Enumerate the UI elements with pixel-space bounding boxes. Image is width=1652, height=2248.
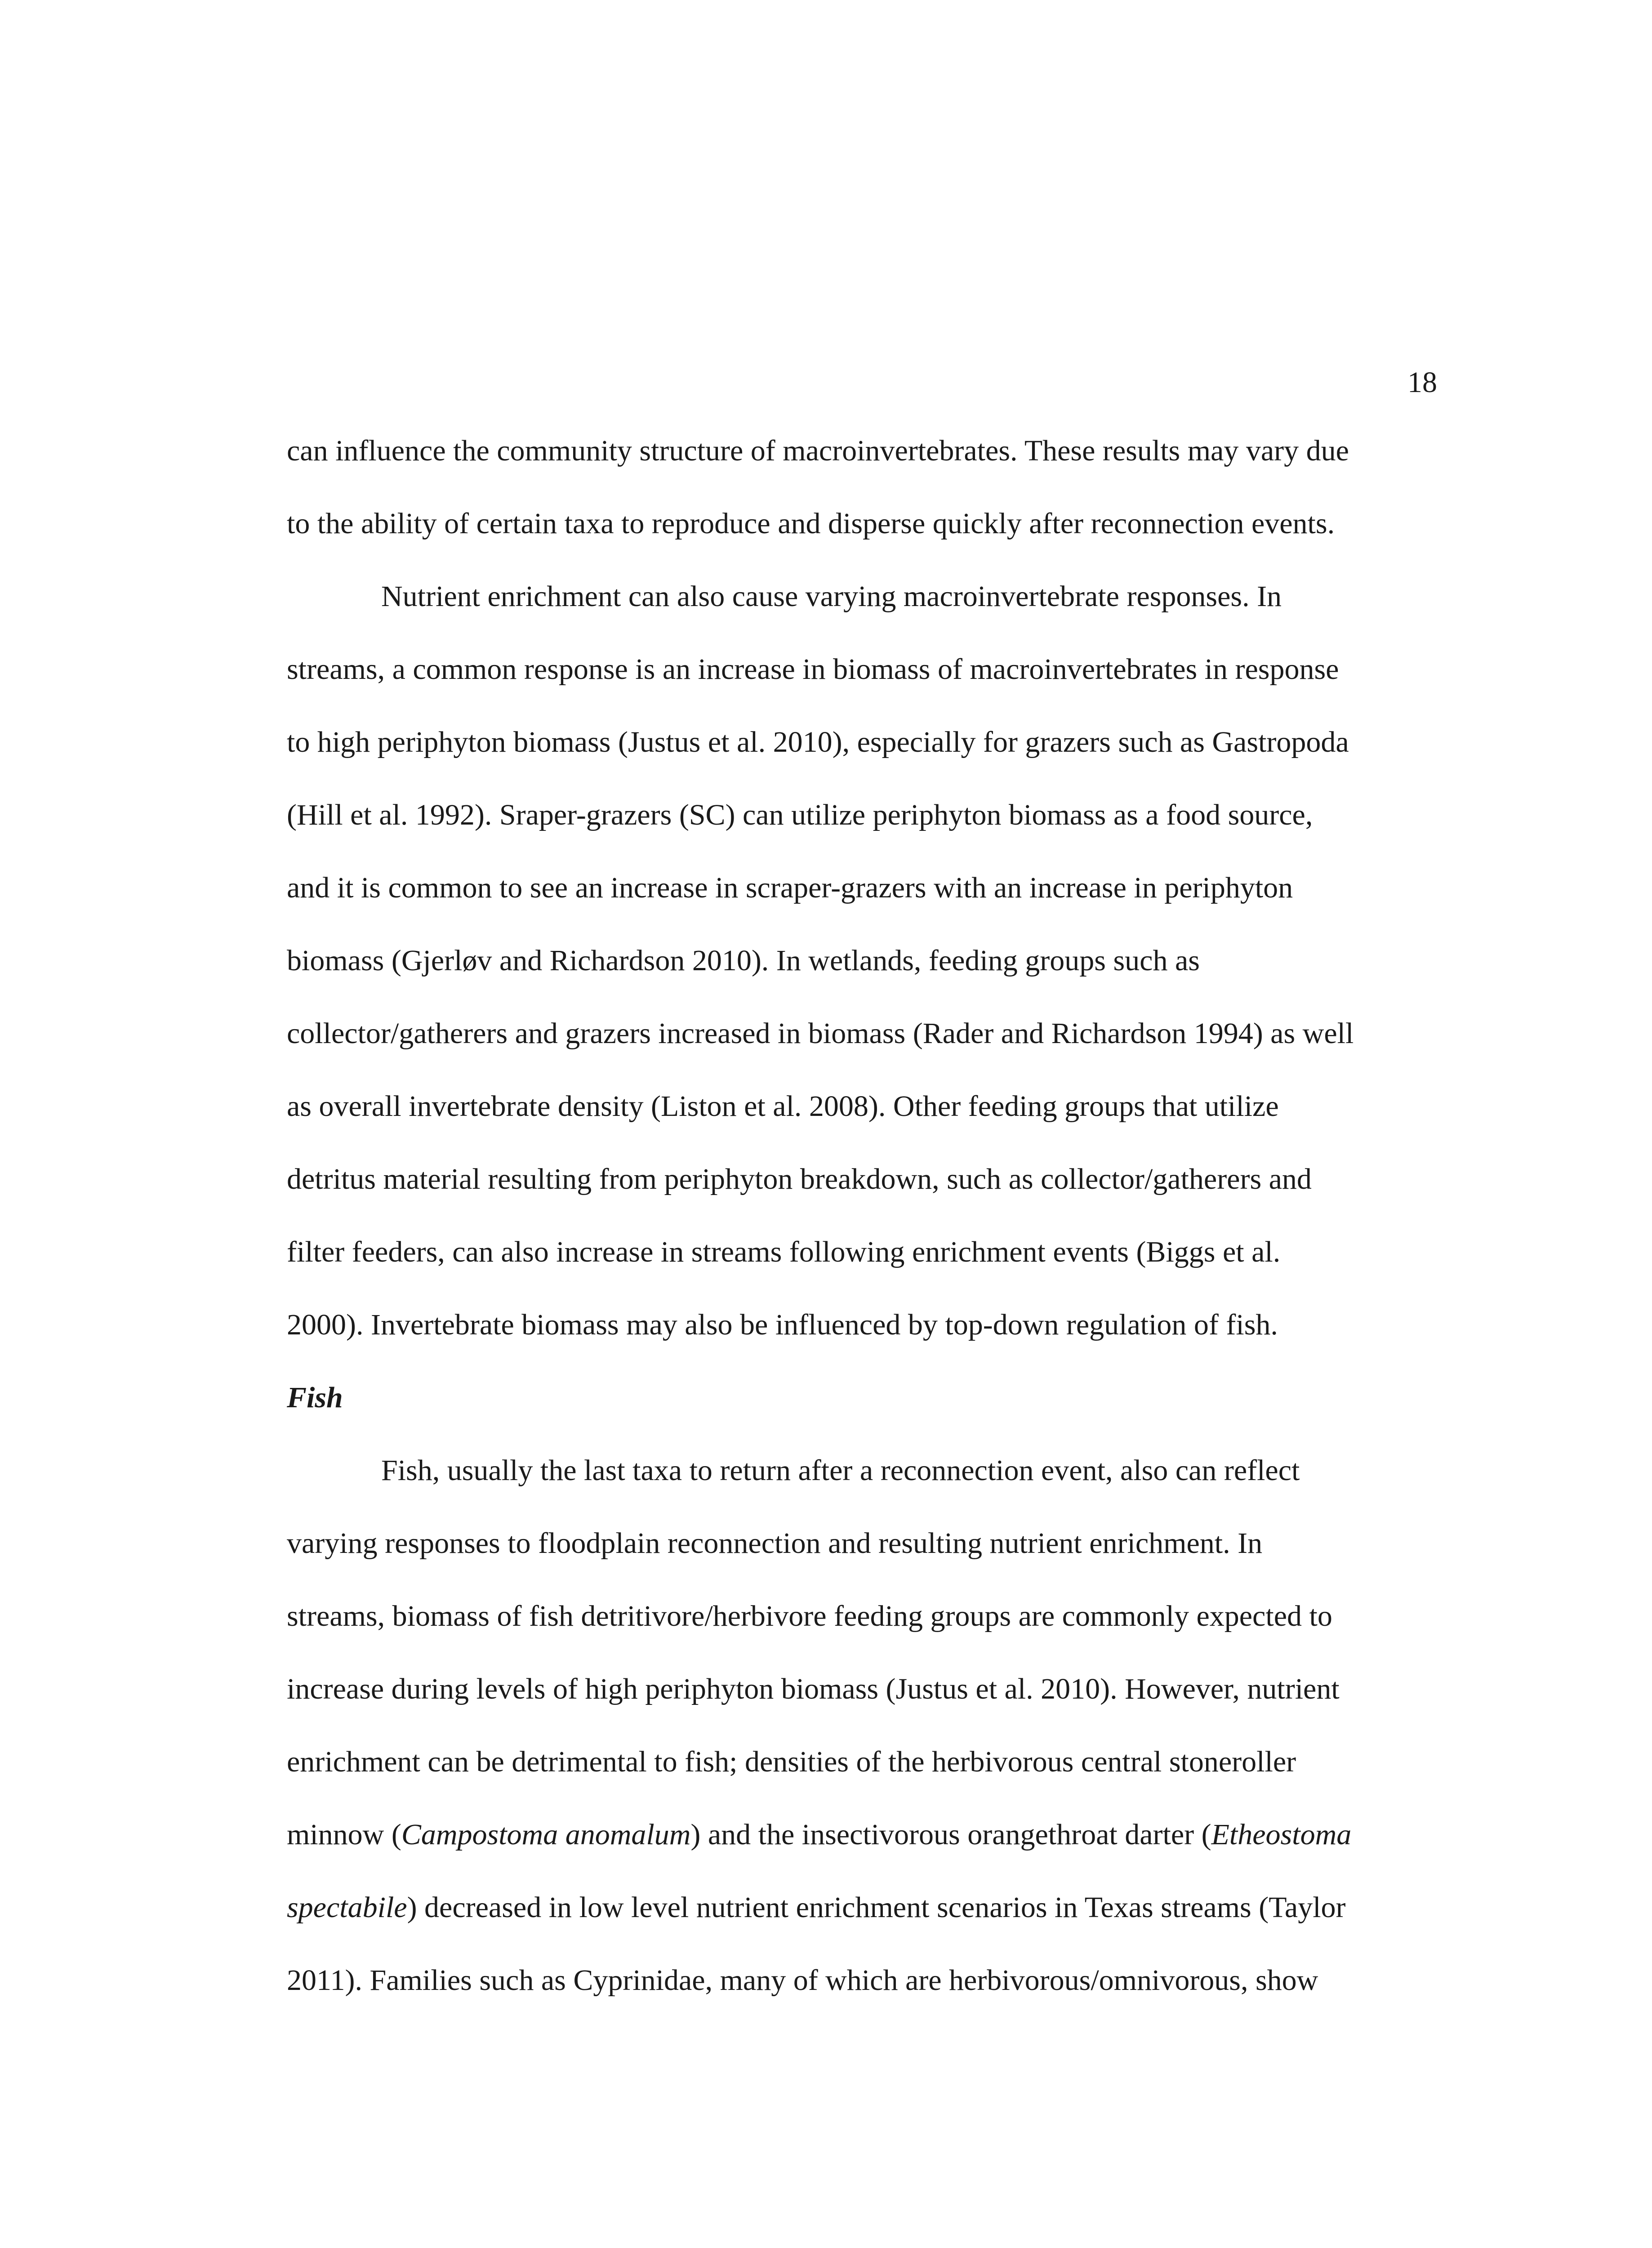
text-line bbox=[287, 1820, 1351, 1850]
text-line: (Hill et al. 1992). Sraper-grazers (SC) can utilize periphyton biomass as a food source, bbox=[287, 798, 1313, 831]
text-line: streams, biomass of fish detritivore/herbivore feeding groups are commonly expected to bbox=[287, 1600, 1332, 1632]
text-line: detritus material resulting from periphyton breakdown, such as collector/gatherers and bbox=[287, 1163, 1312, 1195]
text-line: biomass (Gjerløv and Richardson 2010). In wetlands, feeding groups such as bbox=[287, 944, 1200, 977]
page-number: 18 bbox=[1407, 366, 1437, 399]
text-line: 2011). Families such as Cyprinidae, many of which are herbivorous/omnivorous, show bbox=[287, 1964, 1318, 1997]
text-line: and it is common to see an increase in scraper-grazers with an increase in periphyton bbox=[287, 871, 1293, 904]
text-line: Fish, usually the last taxa to return after a reconnection event, also can reflect bbox=[381, 1454, 1300, 1487]
text-line: as overall invertebrate density (Liston et al. 2008). Other feeding groups that utilize bbox=[287, 1090, 1279, 1123]
text-line: varying responses to floodplain reconnection and resulting nutrient enrichment. In bbox=[287, 1527, 1263, 1560]
text-line: streams, a common response is an increase in biomass of macroinvertebrates in response bbox=[287, 653, 1339, 686]
text-line bbox=[287, 1893, 1346, 1922]
text-line: filter feeders, can also increase in streams following enrichment events (Biggs et al. bbox=[287, 1236, 1281, 1268]
text-line: to the ability of certain taxa to reproduce and disperse quickly after reconnection events. bbox=[287, 507, 1335, 540]
species-name: Campostoma anomalum bbox=[401, 1818, 691, 1851]
text-line: Nutrient enrichment can also cause varying macroinvertebrate responses. In bbox=[381, 580, 1282, 613]
text-line: increase during levels of high periphyton biomass (Justus et al. 2010). However, nutrient bbox=[287, 1673, 1340, 1705]
species-name: Etheostoma bbox=[1211, 1818, 1352, 1851]
text-line: collector/gatherers and grazers increased in biomass (Rader and Richardson 1994) as well bbox=[287, 1017, 1354, 1050]
text-line: 2000). Invertebrate biomass may also be influenced by top-down regulation of fish. bbox=[287, 1308, 1278, 1341]
section-heading-fish: Fish bbox=[287, 1381, 343, 1414]
text-line: to high periphyton biomass (Justus et al. 2010), especially for grazers such as Gastropoda bbox=[287, 726, 1349, 758]
text-segment: ) and the insectivorous orangethroat darter ( bbox=[690, 1818, 1211, 1851]
species-name: spectabile bbox=[287, 1891, 407, 1924]
text-segment: minnow ( bbox=[287, 1818, 401, 1851]
text-line: enrichment can be detrimental to fish; densities of the herbivorous central stoneroller bbox=[287, 1745, 1296, 1778]
text-line: can influence the community structure of macroinvertebrates. These results may vary due bbox=[287, 434, 1349, 467]
text-segment: ) decreased in low level nutrient enrichment scenarios in Texas streams (Taylor bbox=[407, 1891, 1346, 1924]
